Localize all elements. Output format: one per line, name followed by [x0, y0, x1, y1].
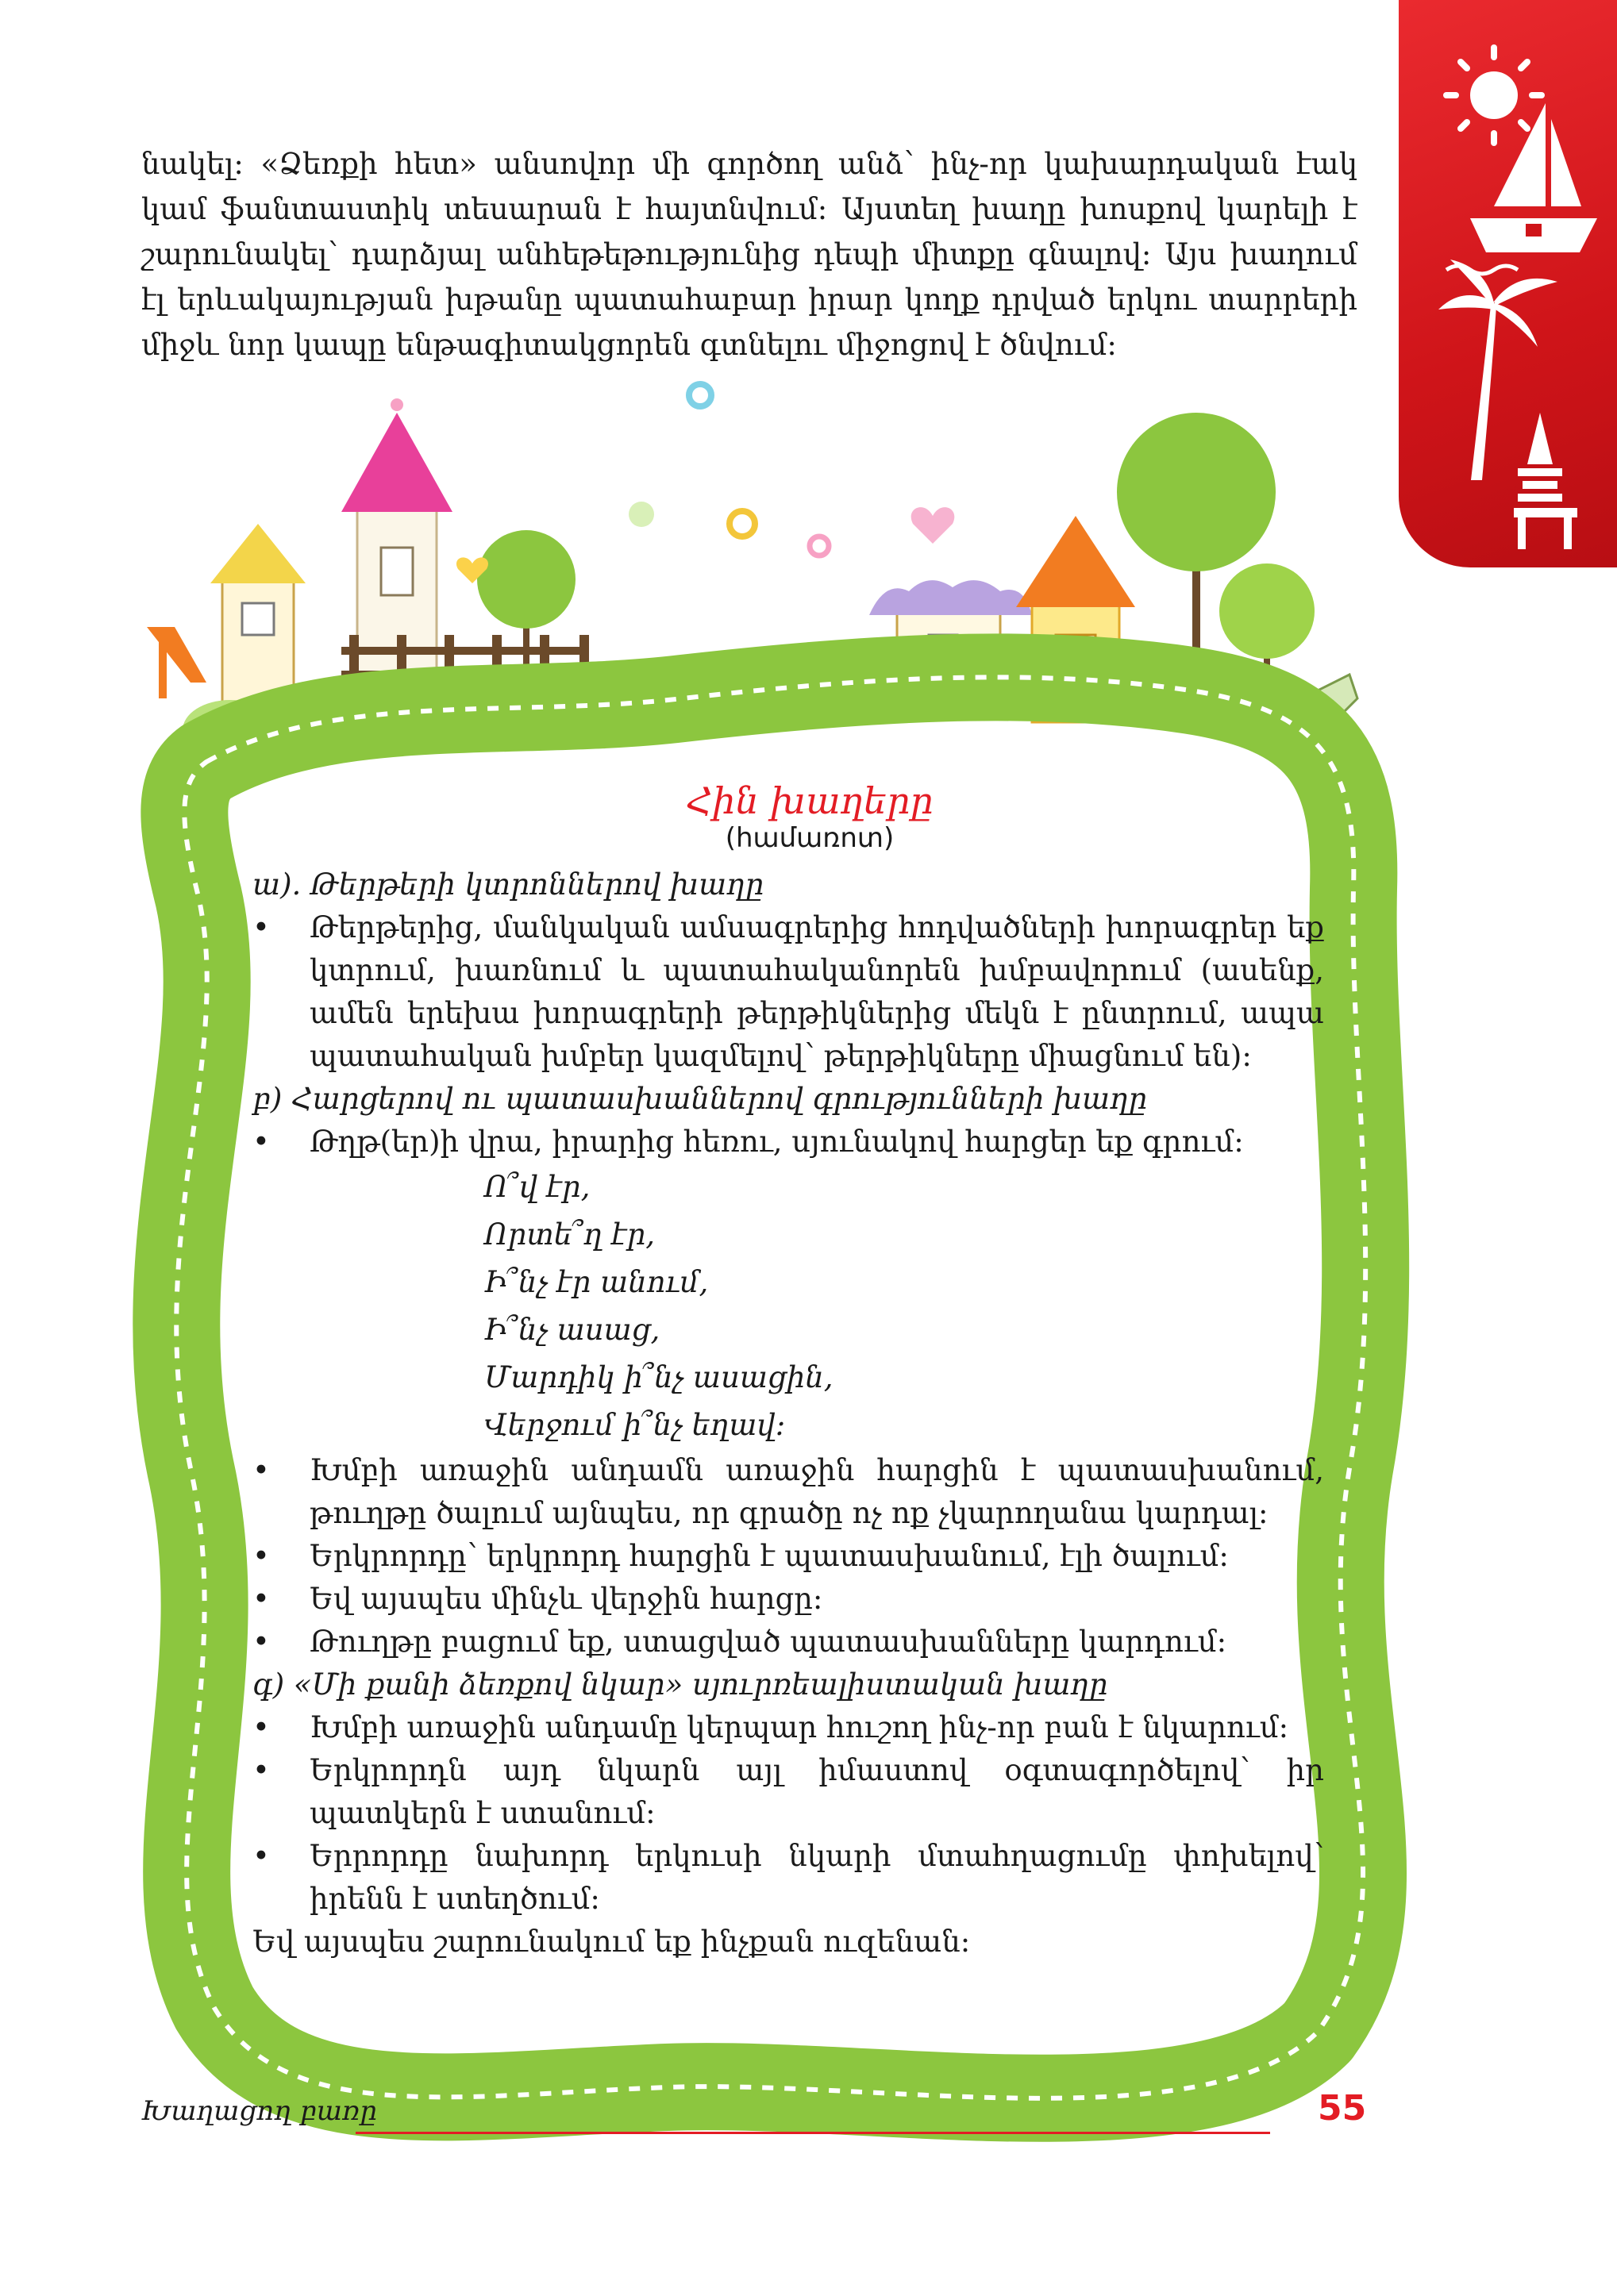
list-item: • Երկրորդն այդ նկարն այլ իմաստով օգտագործելով՝ իր պատկերն է ստանում: — [252, 1749, 1324, 1835]
game-b-heading: բ) Հարցերով ու պատասխաններով գրությունների խաղը — [252, 1082, 1148, 1116]
footer-divider — [356, 2132, 1270, 2134]
game-c-list — [252, 1706, 1324, 1921]
question-item: Ո՞վ էր, — [484, 1170, 591, 1204]
question-list — [252, 1163, 1324, 1449]
game-b-list — [252, 1449, 1324, 1663]
list-item: • Խմբի առաջին անդամն առաջին հարցին է պատասխանում, թուղթը ծալում այնպես, որ գրածը ոչ ոք չկարողանա կարդալ: — [252, 1449, 1324, 1535]
game-b-intro-list — [252, 1121, 1324, 1163]
question-item: Վերջում ի՞նչ եղավ: — [484, 1408, 786, 1442]
game-a-heading: ա). Թերթերի կտրոններով խաղը — [252, 867, 764, 902]
intro-text: նակել: «Ձեռքի հետ» անսովոր մի գործող անձ՝ ինչ-որ կախարդական էակ կամ ֆանտաստիկ տեսարան է հայտնվում: Այստեղ խաղը խոսքով կարելի է շարունակել՝ դարձյալ անհեթեթությունից դեպի միտքը գնալով: Այս խաղում էլ երևակայության խթանը պատահաբար իրար կողք դրված երկու տարրերի միջև նոր կապը ենթագիտակցորեն գտնելու միջոցով է ծնվում: — [141, 147, 1357, 362]
list-item: • Թերթերից, մանկական ամսագրերից հոդվածների խորագրեր եք կտրում, խառնում և պատահականորեն խմբավորում (ասենք, ամեն երեխա խորագրերի թերթիկներից մեկն է ընտրում, ապա պատահական խմբեր կազմելով՝ թերթիկները միացնում են): — [252, 906, 1324, 1078]
question-item: Ի՞նչ էր անում, — [484, 1265, 709, 1299]
list-item: • Խմբի առաջին անդամը կերպար հուշող ինչ-որ բան է նկարում: — [252, 1706, 1324, 1749]
list-item: • Թղթ(եր)ի վրա, իրարից հեռու, սյունակով հարցեր եք գրում: — [252, 1121, 1324, 1163]
list-item: • Եվ այսպես մինչև վերջին հարցը: — [252, 1578, 1324, 1621]
closing-line: Եվ այսպես շարունակում եք ինչքան ուզենան: — [252, 1925, 971, 1959]
list-item: • Թուղթը բացում եք, ստացված պատասխանները կարդում: — [252, 1621, 1324, 1663]
list-item: • Երկրորդը՝ երկրորդ հարցին է պատասխանում, էլի ծալում: — [252, 1535, 1324, 1578]
question-item: Որտե՞ղ էր, — [484, 1217, 656, 1252]
question-item: Ի՞նչ ասաց, — [484, 1313, 660, 1347]
house-icon — [210, 524, 306, 706]
box-title: Հին խաղերը — [686, 779, 934, 822]
list-item: • Երրորդը նախորդ երկուսի նկարի մտահղացումը փոխելով՝ իրենն է ստեղծում: — [252, 1835, 1324, 1921]
footer-book-title: Խաղացող բառը — [141, 2095, 377, 2127]
question-item: Մարդիկ ի՞նչ ասացին, — [484, 1360, 834, 1394]
heart-icon — [911, 507, 955, 544]
game-a-list — [252, 906, 1324, 1078]
box-subtitle: (համառոտ) — [725, 822, 895, 854]
games-content — [252, 863, 1324, 1963]
game-c-heading: գ) «Մի քանի ձեռքով նկար» սյուրռեալիստական խաղը — [252, 1667, 1108, 1702]
house-icon — [147, 627, 206, 698]
page-number: 55 — [1318, 2088, 1367, 2129]
